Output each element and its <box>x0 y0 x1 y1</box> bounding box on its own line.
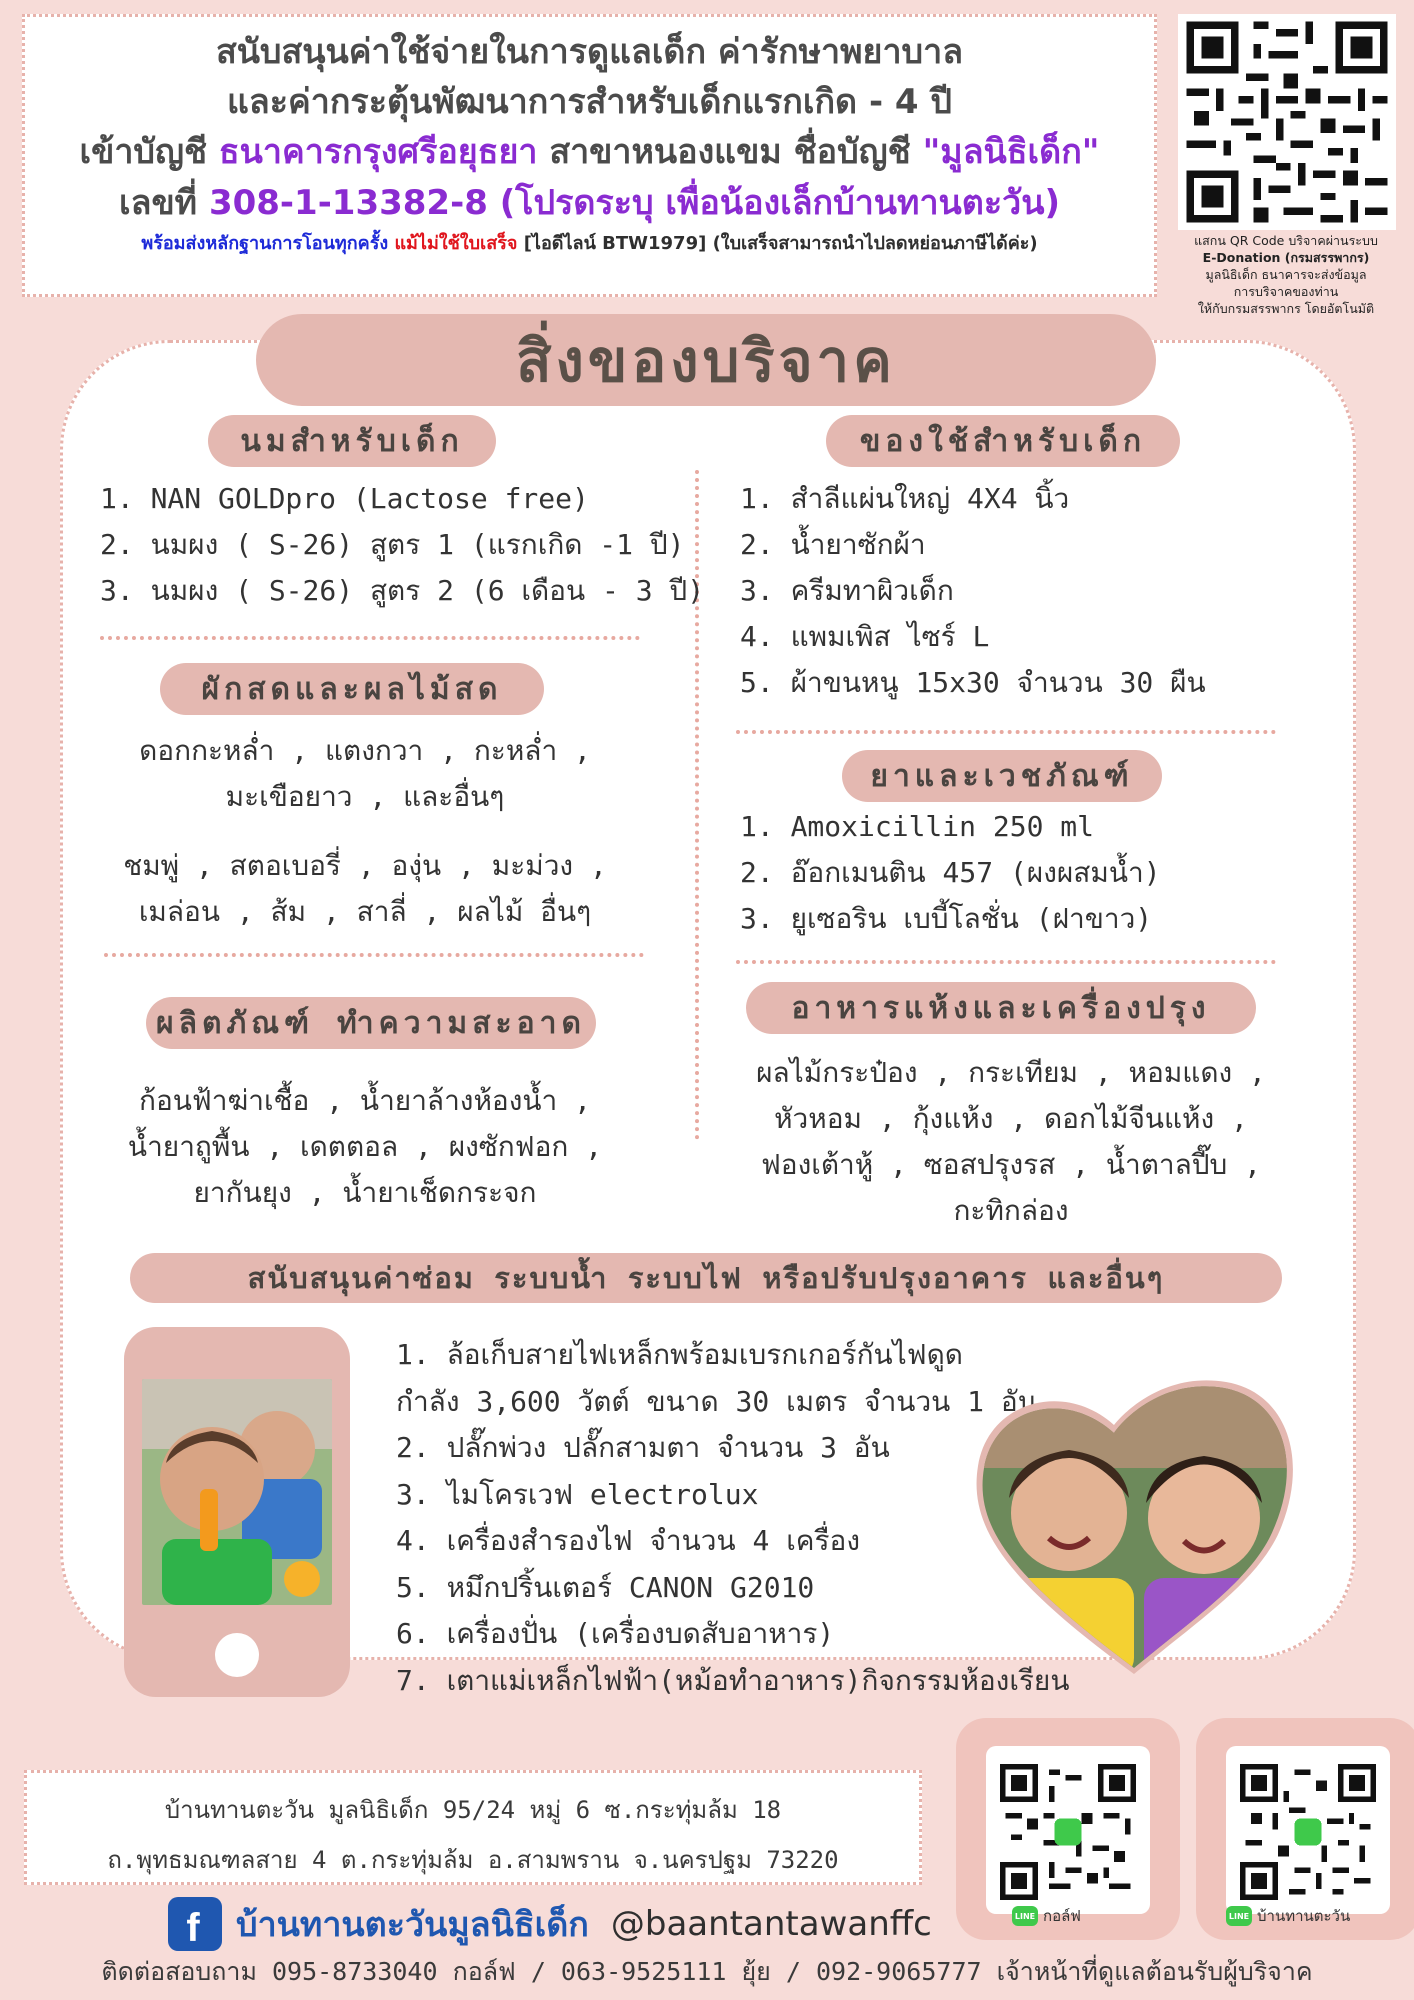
header-line-4 <box>37 177 1142 229</box>
baby-supplies-section-title: ของใช้สำหรับเด็ก <box>826 415 1180 467</box>
list-item: 2. อ๊อกเมนติน 457 (ผงผสมน้ำ) <box>740 856 1161 889</box>
line-qr-code[interactable] <box>986 1746 1150 1914</box>
line-contact-name: กอล์ฟ <box>1043 1907 1081 1925</box>
line-label-golf <box>1012 1904 1081 1928</box>
proof-blue: พร้อมส่งหลักฐานการโอนทุกครั้ง <box>141 233 389 254</box>
address-box <box>24 1770 922 1885</box>
list-item: 4. แพมเพิส ไซร์ L <box>740 620 990 653</box>
list-item: 6. เครื่องปั่น (เครื่องบดสับอาหาร) <box>396 1617 835 1650</box>
facebook-page-name[interactable]: บ้านทานตะวันมูลนิธิเด็ก <box>236 1905 589 1945</box>
list-item: 1. ล้อเก็บสายไฟเหล็กพร้อมเบรกเกอร์กันไฟดูด <box>396 1338 963 1371</box>
repairs-list <box>396 1332 1069 1704</box>
header-line-1: สนับสนุนค่าใช้จ่ายในการดูแลเด็ก ค่ารักษาพยาบาล <box>215 32 964 72</box>
facebook-icon[interactable]: f <box>168 1897 222 1951</box>
children-photo <box>142 1379 332 1605</box>
list-item: 2. ปลั๊กพ่วง ปลั๊กสามตา จำนวน 3 อัน <box>396 1431 890 1464</box>
list-item: 7. เตาแม่เหล็กไฟฟ้า(หม้อทำอาหาร)กิจกรรมห้องเรียน <box>396 1663 1070 1697</box>
fruits-line: ชมพู่ , สตอเบอรี่ , องุ่น , มะม่วง , <box>123 849 607 882</box>
donations-title: สิ่งของบริจาค <box>516 326 896 395</box>
list-item: 1. Amoxicillin 250 ml <box>740 810 1095 843</box>
line-contact-name: บ้านทานตะวัน <box>1257 1907 1351 1925</box>
cleaning-line: น้ำยาถูพื้น , เดตตอล , ผงซักฟอก , <box>127 1130 603 1163</box>
divider <box>736 960 1276 964</box>
fruits-line: เมล่อน , ส้ม , สาลี่ , ผลไม้ อื่นๆ <box>138 895 592 928</box>
list-item: 3. ยูเซอริน เบบี้โลชั่น (ฝาขาว) <box>740 902 1153 935</box>
contact-line: ติดต่อสอบถาม 095-8733040 กอล์ฟ / 063-9525111 ยุ้ย / 092-9065777 เจ้าหน้าที่ดูแลต้อนรับผู้บริจาค <box>101 1957 1313 1986</box>
address-line-1: บ้านทานตะวัน มูลนิธิเด็ก 95/24 หมู่ 6 ซ.กระทุ่มล้ม 18 <box>164 1796 782 1824</box>
list-item: 4. เครื่องสำรองไฟ จำนวน 4 เครื่อง <box>396 1524 861 1557</box>
branch-text: สาขาหนองแขม ชื่อบัญชี <box>549 132 911 172</box>
account-no-prefix: เลขที่ <box>118 183 198 223</box>
vegetables-text <box>80 728 650 820</box>
line-icon: LINE <box>1012 1906 1038 1926</box>
dry-food-line: หัวหอม , กุ้งแห้ง , ดอกไม้จีนแห้ง , <box>774 1102 1248 1135</box>
list-item: 5. หมึกปริ้นเตอร์ CANON G2010 <box>396 1570 815 1604</box>
vegetables-line: มะเขือยาว , และอื่นๆ <box>225 780 505 813</box>
produce-section-title: ผักสดและผลไม้สด <box>160 663 544 715</box>
facebook-row[interactable] <box>168 1895 932 1953</box>
heart-photo-icon <box>974 1378 1294 1678</box>
dry-food-section-title: อาหารแห้งและเครื่องปรุง <box>746 982 1256 1034</box>
child-photo-icon <box>142 1379 332 1605</box>
list-item: 2. นมผง ( S-26) สูตร 1 (แรกเกิด -1 ปี) <box>100 528 685 561</box>
line-label-baantantawan <box>1226 1904 1350 1928</box>
list-item: 5. ผ้าขนหนู 15x30 จำนวน 30 ผืน <box>740 666 1206 699</box>
divider <box>100 636 640 640</box>
list-item: 2. น้ำยาซักผ้า <box>740 528 926 561</box>
heart-photo <box>974 1378 1294 1678</box>
account-name: "มูลนิธิเด็ก" <box>922 132 1100 172</box>
medicine-list <box>740 804 1161 942</box>
phone-home-button <box>215 1633 259 1677</box>
cleaning-line: ก้อนฟ้าฆ่าเชื้อ , น้ำยาล้างห้องน้ำ , <box>139 1084 591 1117</box>
list-item: 3. ครีมทาผิวเด็ก <box>740 574 954 607</box>
qr-caption-line: ให้กับกรมสรรพากร โดยอัตโนมัติ <box>1197 301 1375 316</box>
fruits-text <box>80 843 650 935</box>
qr-caption-line: แสกน QR Code บริจาคผ่านระบบ <box>1194 233 1378 248</box>
transfer-note: (โปรดระบุ เพื่อน้องเล็กบ้านทานตะวัน) <box>499 183 1061 223</box>
account-number: 308-1-13382-8 <box>208 183 488 223</box>
divider <box>104 953 644 957</box>
qr-caption <box>1168 232 1404 317</box>
repairs-section-title: สนับสนุนค่าซ่อม ระบบน้ำ ระบบไฟ หรือปรับปรุงอาคาร และอื่นๆ <box>130 1253 1282 1303</box>
dry-food-line: ผลไม้กระป๋อง , กระเทียม , หอมแดง , <box>756 1056 1266 1089</box>
donations-title-pill <box>256 314 1156 406</box>
list-item: 1. สำลีแผ่นใหญ่ 4X4 นิ้ว <box>740 482 1070 515</box>
qr-caption-line: การบริจาคของท่าน <box>1233 284 1339 299</box>
cleaning-line: ยากันยุง , น้ำยาเช็ดกระจก <box>193 1176 537 1209</box>
line-qr-code[interactable] <box>1226 1746 1390 1914</box>
list-item: กำลัง 3,600 วัตต์ ขนาด 30 เมตร จำนวน 1 อัน <box>396 1384 1037 1418</box>
qr-caption-line: E-Donation (กรมสรรพากร) <box>1202 250 1370 265</box>
e-donation-qr-code[interactable] <box>1178 14 1396 230</box>
facebook-handle[interactable]: @baantantawanffc <box>610 1904 932 1944</box>
divider <box>736 730 1276 734</box>
dry-food-text <box>722 1050 1300 1234</box>
account-prefix: เข้าบัญชี <box>79 132 208 172</box>
donation-info-box <box>22 14 1157 297</box>
bank-name: ธนาคารกรุงศรีอยุธยา <box>218 132 538 172</box>
list-item: 3. นมผง ( S-26) สูตร 2 (6 เดือน - 3 ปี) <box>100 574 705 607</box>
line-icon: LINE <box>1226 1906 1252 1926</box>
qr-code-icon <box>1000 1764 1136 1900</box>
proof-red: แม้ไม่ใช้ใบเสร็จ <box>394 233 518 254</box>
header-line-2: และค่ากระตุ้นพัฒนาการสำหรับเด็กแรกเกิด - 4 ปี <box>227 82 952 122</box>
qr-caption-line: มูลนิธิเด็ก ธนาคารจะส่งข้อมูล <box>1205 267 1367 282</box>
dry-food-line: กะทิกล่อง <box>953 1194 1069 1227</box>
header-line-3 <box>37 127 1142 177</box>
vegetables-line: ดอกกะหล่ำ , แตงกวา , กะหล่ำ , <box>139 734 591 767</box>
list-item: 3. ไมโครเวฟ electrolux <box>396 1477 759 1511</box>
phone-photo-frame <box>124 1327 350 1697</box>
proof-line <box>37 229 1142 259</box>
dry-food-line: ฟองเต้าหู้ , ซอสปรุงรส , น้ำตาลปี๊บ , <box>760 1148 1262 1181</box>
milk-section-title: นมสำหรับเด็ก <box>208 415 496 467</box>
address-line-2: ถ.พุทธมณฑลสาย 4 ต.กระทุ่มล้ม อ.สามพราน จ.นครปฐม 73220 <box>107 1846 839 1874</box>
list-item: 1. NAN GOLDpro (Lactose free) <box>100 482 589 515</box>
milk-list <box>100 476 704 614</box>
proof-rest: [ไอดีไลน์ BTW1979] (ใบเสร็จสามารถนำไปลดหย่อนภาษีได้ค่ะ) <box>523 233 1038 254</box>
cleaning-text <box>80 1078 650 1216</box>
qr-code-icon <box>1178 14 1396 230</box>
baby-supplies-list <box>740 476 1206 706</box>
medicine-section-title: ยาและเวชภัณฑ์ <box>842 750 1162 802</box>
qr-code-icon <box>1240 1764 1376 1900</box>
cleaning-section-title: ผลิตภัณฑ์ ทำความสะอาด <box>146 997 596 1049</box>
